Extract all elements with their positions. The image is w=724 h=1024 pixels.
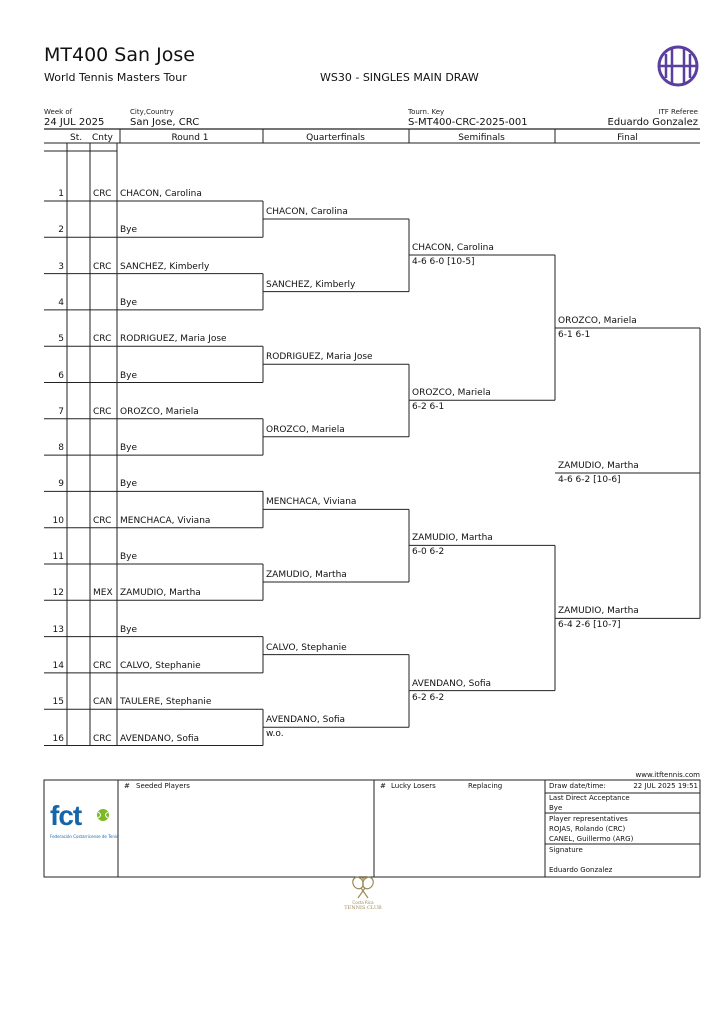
week-value: 24 JUL 2025 (44, 117, 105, 128)
player-name: SANCHEZ, Kimberly (120, 261, 210, 272)
week-label: Week of (44, 108, 73, 116)
draw-position: 13 (52, 624, 64, 635)
col-seed: St. (70, 133, 83, 143)
player-country: CAN (93, 697, 113, 708)
tennis-ball-icon (96, 808, 110, 822)
col-semifinals: Semifinals (458, 133, 505, 143)
player-name: OROZCO, Mariela (120, 406, 199, 417)
player-name: TAULERE, Stephanie (120, 697, 212, 708)
player-name: Bye (120, 624, 138, 635)
semifinal-player: ZAMUDIO, Martha (412, 533, 493, 544)
draw-position: 12 (52, 588, 64, 599)
champion-player: ZAMUDIO, Martha (558, 461, 639, 471)
tour-name: World Tennis Masters Tour (44, 71, 187, 84)
tennis-club-logo-line2: TENNIS CLUB (344, 905, 382, 911)
draw-position: 7 (58, 406, 64, 417)
city-value: San Jose, CRC (130, 117, 200, 128)
draw-position: 8 (58, 443, 64, 454)
quarterfinal-score: w.o. (266, 729, 284, 740)
player-name: Bye (120, 370, 138, 381)
quarterfinal-player: RODRIGUEZ, Maria Jose (266, 352, 373, 363)
tennis-club-logo (338, 876, 388, 918)
fct-logo-caption: Federación Costarricense de Tenis (50, 834, 119, 839)
draw-position: 5 (58, 334, 64, 345)
draw-position: 2 (58, 225, 64, 236)
champion-score: 4-6 6-2 [10-6] (558, 475, 621, 485)
player-name: CHACON, Carolina (120, 189, 202, 199)
replacing-label: Replacing (468, 782, 503, 790)
draw-position: 4 (58, 297, 64, 308)
semifinal-score: 4-6 6-0 [10-5] (412, 257, 475, 267)
semifinal-player: CHACON, Carolina (412, 243, 494, 253)
quarterfinal-player: MENCHACA, Viviana (266, 497, 357, 508)
finalist-score: 6-4 2-6 [10-7] (558, 620, 621, 631)
player-country: CRC (93, 334, 112, 345)
player-name: RODRIGUEZ, Maria Jose (120, 334, 227, 345)
player-country: CRC (93, 515, 112, 526)
player-name: Bye (120, 297, 138, 308)
draw-position: 6 (58, 370, 64, 381)
finalist-player: OROZCO, Mariela (558, 316, 637, 326)
player-country: CRC (93, 261, 112, 272)
lucky-losers-label: Lucky Losers (391, 782, 436, 790)
draw-date-value: 22 JUL 2025 19:51 (633, 782, 698, 790)
semifinal-score: 6-2 6-2 (412, 692, 445, 703)
player-country: MEX (93, 588, 113, 599)
tennis-club-logo-line1: Costa Rica (352, 900, 374, 905)
crossed-rackets-icon (348, 876, 378, 900)
quarterfinal-player: OROZCO, Mariela (266, 424, 345, 435)
last-direct-acceptance-label: Last Direct Acceptance (549, 794, 630, 802)
draw-position: 11 (52, 552, 64, 562)
itf-website[interactable]: www.itftennis.com (635, 771, 700, 779)
player-name: Bye (120, 225, 138, 236)
draw-position: 14 (52, 660, 64, 671)
draw-position: 9 (58, 479, 64, 490)
tourn-key-label: Tourn. Key (408, 108, 445, 116)
draw-position: 1 (58, 189, 64, 199)
player-name: Bye (120, 443, 138, 454)
player-rep-1: ROJAS, Rolando (CRC) (549, 825, 626, 833)
col-final: Final (617, 133, 638, 143)
player-name: CALVO, Stephanie (120, 660, 201, 671)
semifinal-score: 6-2 6-1 (412, 402, 445, 413)
finalist-score: 6-1 6-1 (558, 330, 591, 340)
player-country: CRC (93, 733, 112, 744)
player-country: CRC (93, 660, 112, 671)
col-round1: Round 1 (171, 133, 209, 143)
quarterfinal-player: CALVO, Stephanie (266, 642, 347, 653)
referee-label: ITF Referee (658, 108, 698, 116)
col-quarterfinals: Quarterfinals (306, 133, 365, 143)
player-name: MENCHACA, Viviana (120, 515, 211, 526)
semifinal-player: OROZCO, Mariela (412, 388, 491, 399)
quarterfinal-player: AVENDANO, Sofia (266, 715, 346, 726)
seeded-players-label: Seeded Players (136, 782, 190, 790)
col-country: Cnty (92, 133, 113, 143)
quarterfinal-player: CHACON, Carolina (266, 207, 348, 217)
player-rep-2: CANEL, Guillermo (ARG) (549, 835, 634, 843)
tourn-key-value: S-MT400-CRC-2025-001 (408, 117, 528, 128)
signature-value: Eduardo Gonzalez (549, 866, 613, 874)
referee-value: Eduardo Gonzalez (607, 117, 698, 128)
draw-position: 15 (52, 697, 64, 708)
semifinal-player: AVENDANO, Sofia (412, 678, 492, 689)
draw-position: 3 (58, 261, 64, 272)
city-label: City,Country (130, 108, 174, 116)
player-name: AVENDANO, Sofia (120, 733, 200, 744)
draw-position: 16 (52, 733, 64, 744)
draw-name: WS30 - SINGLES MAIN DRAW (320, 71, 479, 84)
last-direct-acceptance-value: Bye (549, 804, 563, 812)
player-country: CRC (93, 406, 112, 417)
quarterfinal-player: ZAMUDIO, Martha (266, 570, 347, 580)
fct-logo (48, 800, 119, 844)
tournament-title: MT400 San Jose (44, 44, 195, 66)
player-name: Bye (120, 552, 138, 562)
finalist-player: ZAMUDIO, Martha (558, 606, 639, 617)
player-representatives-label: Player representatives (549, 815, 628, 823)
player-name: ZAMUDIO, Martha (120, 588, 201, 599)
quarterfinal-player: SANCHEZ, Kimberly (266, 279, 356, 290)
semifinal-score: 6-0 6-2 (412, 547, 445, 558)
lucky-hash: # (380, 782, 386, 790)
signature-label: Signature (549, 846, 583, 854)
seeded-hash: # (124, 782, 130, 790)
draw-position: 10 (52, 515, 64, 526)
player-name: Bye (120, 479, 138, 490)
fct-logo-text: fct (50, 800, 82, 831)
player-country: CRC (93, 189, 112, 199)
draw-date-label: Draw date/time: (549, 782, 606, 790)
